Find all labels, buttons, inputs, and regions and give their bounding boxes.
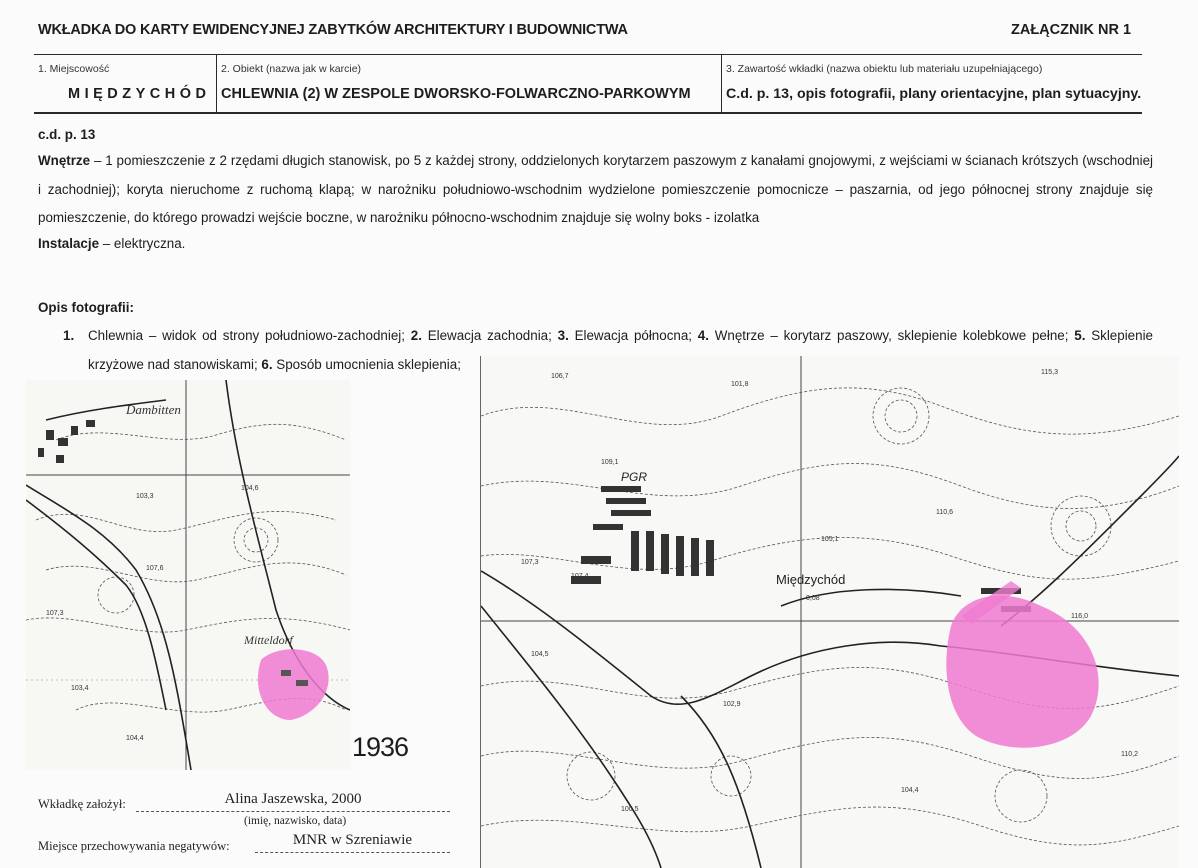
situation-map bbox=[480, 356, 1179, 868]
situation-map-height-14: 104,5 bbox=[531, 651, 549, 658]
photo-item-4: Wnętrze – korytarz paszowy, sklepienie kolebkowe pełne; bbox=[708, 328, 1075, 343]
situation-map-height-10: 116,0 bbox=[1071, 613, 1088, 620]
table-top-rule bbox=[34, 54, 1142, 55]
author-value: Alina Jaszewska, 2000 bbox=[136, 791, 450, 812]
author-label: Wkładkę założył: bbox=[38, 797, 126, 811]
photo-item-5: Sklepienie krzyżowe nad stanowiskami; bbox=[88, 328, 1153, 372]
situation-map-height-7: 107,3 bbox=[521, 559, 539, 566]
photo-item-3-num: 3. bbox=[557, 328, 569, 343]
table-bottom-rule bbox=[34, 112, 1142, 114]
map-1936-year: 1936 bbox=[352, 732, 409, 762]
situation-map-height-15: 110,2 bbox=[1121, 751, 1138, 758]
field-value-contents: C.d. p. 13, opis fotografii, plany orientacyjne, plan sytuacyjny. bbox=[726, 86, 1142, 102]
field-label-locality: 1. Miejscowość bbox=[38, 63, 110, 75]
orientation-map-1936 bbox=[26, 380, 350, 770]
author-hint: (imię, nazwisko, data) bbox=[244, 815, 347, 827]
map-1936-height-4: 103,4 bbox=[71, 685, 89, 692]
storage-label: Miejsce przechowywania negatywów: bbox=[38, 839, 230, 853]
situation-map-height-8: 107,4 bbox=[571, 573, 589, 580]
interior-label: Wnętrze bbox=[38, 153, 91, 168]
photo-item-3: Elewacja północna; bbox=[568, 328, 698, 343]
map-1936-height-1: 103,3 bbox=[136, 493, 154, 500]
map-1936-height-6: 104,4 bbox=[126, 735, 144, 742]
interior-description bbox=[38, 147, 1153, 233]
annex-number: ZAŁĄCZNIK NR 1 bbox=[1011, 22, 1132, 38]
photo-item-2: Elewacja zachodnia; bbox=[421, 328, 558, 343]
situation-map-height-11: 102,9 bbox=[723, 701, 741, 708]
photo-item-2-num: 2. bbox=[410, 328, 422, 343]
table-divider-1 bbox=[216, 55, 217, 113]
photo-item-1: Chlewnia – widok od strony południowo-zachodniej; bbox=[88, 328, 411, 343]
field-label-object: 2. Obiekt (nazwa jak w karcie) bbox=[221, 63, 362, 75]
photos-heading: Opis fotografii: bbox=[38, 300, 134, 315]
map-1936-height-3: 104,6 bbox=[241, 485, 259, 492]
situation-map-height-1: 106,7 bbox=[551, 373, 569, 380]
storage-value: MNR w Szreniawie bbox=[255, 832, 450, 853]
photo-item-4-num: 4. bbox=[697, 328, 709, 343]
interior-text: – 1 pomieszczenie z 2 rzędami długich stanowisk, po 5 z każdej strony, oddzielonych korytarzem paszowym z kanałami gnojowymi, z wejściami w ścianach krótszych (wschodniej i zachodniej); koryta nieruchome z ruchomą klapą; w narożniku południowo-wschodnim wydzielone pomieszczenie pomocnicze – paszarnia, od jego północnej strony znajduje się pomieszczenie, do którego prowadzi wejście boczne, w narożniku północno-wschodnim znajduje się wolny boks - izolatka bbox=[38, 153, 1153, 226]
situation-map-drawing bbox=[481, 356, 1179, 868]
map-1936-height-5: 107,3 bbox=[46, 610, 64, 617]
map-1936-height-2: 107,6 bbox=[146, 565, 164, 572]
situation-map-pgr-label: PGR bbox=[621, 470, 648, 484]
installation-text: – elektryczna. bbox=[99, 236, 186, 251]
situation-map-height-13: 100,5 bbox=[621, 806, 639, 813]
continuation-note: c.d. p. 13 bbox=[38, 127, 96, 142]
situation-map-height-2: 101,8 bbox=[731, 381, 749, 388]
situation-map-height-6: 110,6 bbox=[936, 509, 953, 516]
table-divider-2 bbox=[721, 55, 722, 113]
document-title: WKŁADKA DO KARTY EWIDENCYJNEJ ZABYTKÓW ARCHITEKTURY I BUDOWNICTWA bbox=[38, 22, 628, 38]
photo-item-6: Sposób umocnienia sklepienia; bbox=[272, 356, 461, 372]
photo-item-6-num: 6. bbox=[261, 356, 273, 372]
situation-map-place-label: Międzychód bbox=[776, 572, 846, 587]
map-1936-top-label: Dambitten bbox=[126, 402, 181, 417]
photo-item-5-num: 5. bbox=[1074, 328, 1086, 343]
installation-description bbox=[38, 230, 185, 259]
installation-label: Instalacje bbox=[38, 236, 100, 251]
field-label-contents: 3. Zawartość wkładki (nazwa obiektu lub materiału uzupełniającego) bbox=[726, 63, 1043, 75]
situation-map-height-4: 109,1 bbox=[601, 459, 619, 466]
situation-map-height-5: 105,1 bbox=[821, 536, 839, 543]
situation-map-height-12: 104,4 bbox=[901, 787, 919, 794]
situation-map-height-9: 0,08 bbox=[806, 595, 820, 602]
situation-map-height-3: 115,3 bbox=[1041, 369, 1058, 376]
map-1936-drawing bbox=[26, 380, 350, 770]
map-1936-place-label: Mitteldorf bbox=[244, 633, 293, 647]
field-value-locality: MIĘDZYCHÓD bbox=[68, 86, 211, 102]
photos-list-number: 1. bbox=[63, 328, 75, 343]
field-value-object: CHLEWNIA (2) W ZESPOLE DWORSKO-FOLWARCZNO-PARKOWYM bbox=[221, 86, 691, 102]
